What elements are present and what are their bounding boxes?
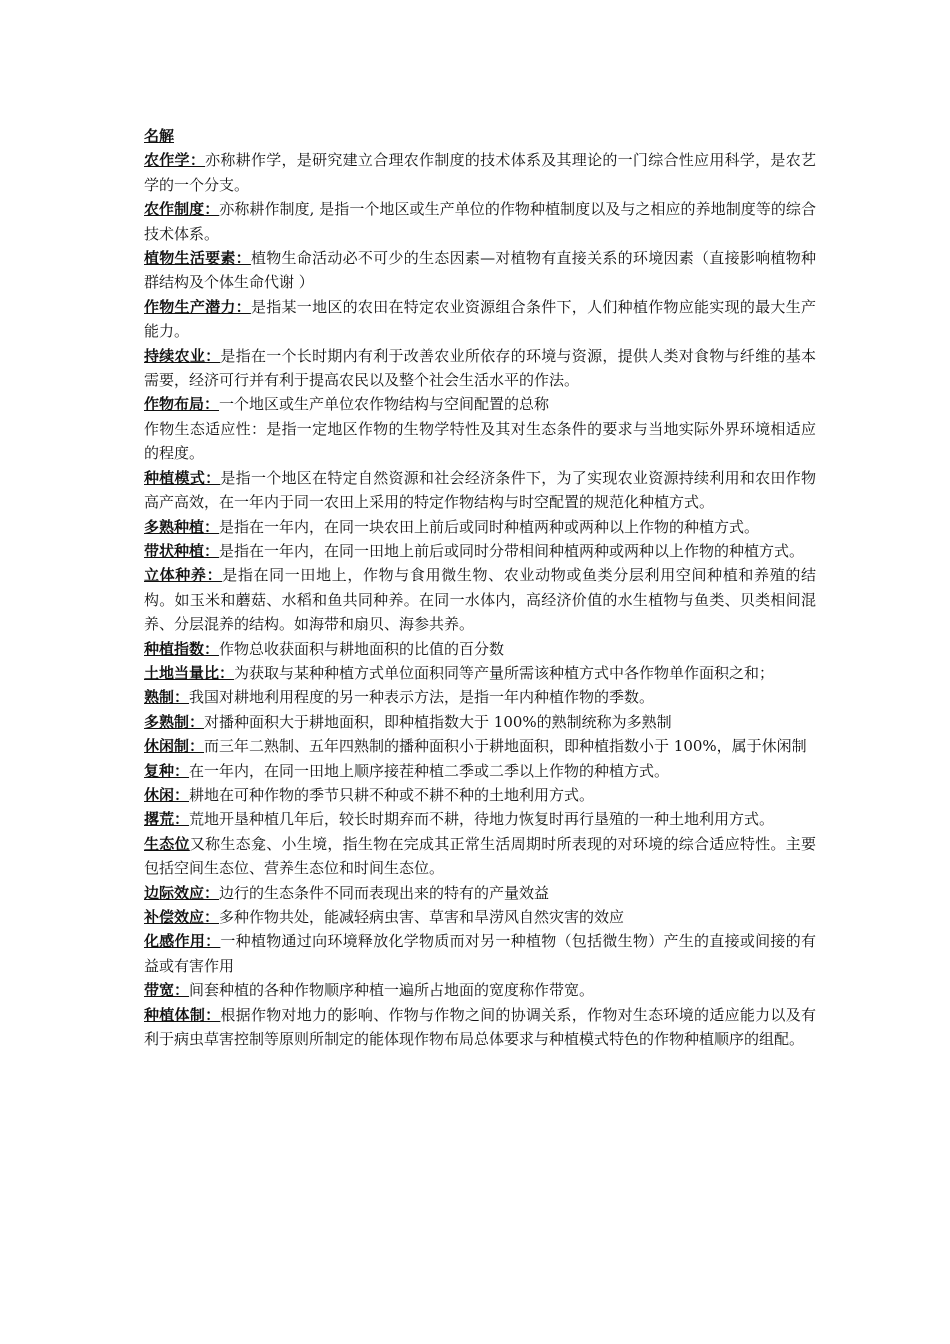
entry-term: 多熟种植： xyxy=(144,517,220,536)
entry-definition: 多种作物共处，能减轻病虫害、草害和旱涝风自然灾害的效应 xyxy=(219,908,625,926)
entry-definition: 植物生命活动必不可少的生态因素—对植物有直接关系的环境因素（直接影响植物种群结构及个体生命代谢 ） xyxy=(144,249,816,292)
entry-term: 种植模式： xyxy=(144,468,221,487)
entry-definition: 一种植物通过向环境释放化学物质而对另一种植物（包括微生物）产生的直接或间接的有益或有害作用 xyxy=(144,932,816,975)
glossary-entry-shuzhi xyxy=(144,685,816,709)
glossary-entry-zhongzhi-tizhi xyxy=(144,1003,816,1052)
section-heading: 名解 xyxy=(144,127,175,145)
entry-term: 化感作用： xyxy=(144,932,221,951)
glossary-entry-zuowu-buju xyxy=(144,392,816,416)
glossary-entry-xiuxianzhi xyxy=(144,734,816,758)
glossary-entry-zhiwu-shenghuo-yaosu xyxy=(144,246,816,295)
glossary-entry-xiuxian xyxy=(144,783,816,807)
glossary-entry-fuzhong xyxy=(144,759,816,783)
entry-definition: 一个地区或生产单位农作物结构与空间配置的总称 xyxy=(219,395,550,414)
entry-definition: 是指一个地区在特定自然资源和社会经济条件下，为了实现农业资源持续利用和农田作物高产高效，在一年内于同一农田上采用的特定作物结构与时空配置的规范化种植方式。 xyxy=(144,468,816,512)
entry-definition: 亦称耕作制度, 是指一个地区或生产单位的作物种植制度以及与之相应的养地制度等的综合技术体系。 xyxy=(144,200,816,243)
entry-definition: 亦称耕作学，是研究建立合理农作制度的技术体系及其理论的一门综合性应用科学，是农艺学的一个分支。 xyxy=(144,151,816,194)
entry-definition: 而三年二熟制、五年四熟制的播种面积小于耕地面积，即种植指数小于 100%，属于休闲制 xyxy=(204,737,807,756)
entry-term: 植物生活要素： xyxy=(144,249,251,268)
entry-definition: 边行的生态条件不同而表现出来的特有的产量效益 xyxy=(219,883,550,902)
entry-term: 休闲： xyxy=(144,785,190,804)
glossary-entry-huagan-zuoyong xyxy=(144,929,816,978)
glossary-entry-liaohuang xyxy=(144,807,816,831)
entry-term: 休闲制： xyxy=(144,737,205,756)
entry-definition: 根据作物对地力的影响、作物与作物之间的协调关系，作物对生态环境的适应能力以及有利于病虫草害控制等原则所制定的能体现作物布局总体要求与种植模式特色的作物种植顺序的组配。 xyxy=(144,1005,816,1049)
entry-term: 农作制度： xyxy=(144,200,220,219)
entry-term: 熟制： xyxy=(144,688,190,707)
entry-term: 边际效应： xyxy=(144,883,220,902)
glossary-entry-duoshu-zhongzhi xyxy=(144,515,816,539)
entry-term: 作物生产潜力： xyxy=(144,297,251,316)
entry-term: 种植体制： xyxy=(144,1005,221,1024)
entry-definition: 对播种面积大于耕地面积，即种植指数大于 100%的熟制统称为多熟制 xyxy=(204,712,672,731)
glossary-entry-daizhuang-zhongzhi xyxy=(144,539,816,563)
entry-term: 生态位 xyxy=(144,834,190,853)
entry-term: 土地当量比： xyxy=(144,663,235,682)
glossary-entry-zuowu-shengchan-qianli xyxy=(144,295,816,344)
glossary-entry-nongzuo-zhidu xyxy=(144,197,816,246)
entry-term: 立体种养： xyxy=(144,566,223,585)
entry-term: 持续农业： xyxy=(144,346,221,365)
glossary-entry-nongzuoxue xyxy=(144,148,816,197)
entry-definition: 是指在一年内，在同一块农田上前后或同时种植两种或两种以上作物的种植方式。 xyxy=(219,517,760,536)
entry-term: 撂荒： xyxy=(144,810,190,829)
entry-definition: 是指一定地区作物的生物学特性及其对生态条件的要求与当地实际外界环境相适应的程度。 xyxy=(144,419,816,463)
entry-term: 多熟制： xyxy=(144,712,205,731)
entry-term: 作物布局： xyxy=(144,395,220,414)
entry-term: 补偿效应： xyxy=(144,908,220,926)
glossary-entry-liti-zhongyang xyxy=(144,563,816,636)
entry-term: 复种： xyxy=(144,761,190,780)
glossary-entry-buchang-xiaoying xyxy=(144,905,816,929)
entry-term: 带状种植： xyxy=(144,541,220,560)
entry-definition: 是指某一地区的农田在特定农业资源组合条件下，人们种植作物应能实现的最大生产能力。 xyxy=(144,297,816,341)
entry-definition: 作物总收获面积与耕地面积的比值的百分数 xyxy=(219,639,505,658)
glossary-entry-zuowu-shengtai-shiyingxing xyxy=(144,417,816,466)
entry-term: 种植指数： xyxy=(144,639,220,658)
glossary-entry-tudi-dangliangbi xyxy=(144,661,816,685)
entry-definition: 荒地开垦种植几年后，较长时期弃而不耕，待地力恢复时再行垦殖的一种土地利用方式。 xyxy=(189,810,775,829)
entry-definition: 为获取与某种种植方式单位面积同等产量所需该种植方式中各作物单作面积之和； xyxy=(234,663,775,682)
entry-definition: 又称生态龛、小生境，指生物在完成其正常生活周期时所表现的对环境的综合适应特性。主要包括空间生态位、营养生态位和时间生态位。 xyxy=(144,834,816,878)
glossary-entry-bianji-xiaoying xyxy=(144,881,816,905)
entry-term: 农作学： xyxy=(144,151,206,170)
entry-definition: 耕地在可种作物的季节只耕不种或不耕不种的土地利用方式。 xyxy=(189,785,595,804)
entry-definition: 在一年内，在同一田地上顺序接茬种植二季或二季以上作物的种植方式。 xyxy=(189,761,670,780)
entry-definition: 我国对耕地利用程度的另一种表示方法，是指一年内种植作物的季数。 xyxy=(189,688,655,707)
entry-term: 带宽： xyxy=(144,981,190,1000)
document-page xyxy=(144,124,816,1051)
glossary-entry-zhongzhi-moshi xyxy=(144,466,816,515)
glossary-entry-shengtaiwei xyxy=(144,832,816,881)
entry-definition: 是指在一年内，在同一田地上前后或同时分带相间种植两种或两种以上作物的种植方式。 xyxy=(219,541,805,560)
entry-definition: 间套种植的各种作物顺序种植一遍所占地面的宽度称作带宽。 xyxy=(189,981,595,1000)
entry-term: 作物生态适应性： xyxy=(144,419,267,438)
glossary-entry-zhongzhi-zhishu xyxy=(144,637,816,661)
glossary-entry-daikuan xyxy=(144,978,816,1002)
glossary-entry-chixu-nongye xyxy=(144,344,816,393)
entry-definition: 是指在一个长时期内有利于改善农业所依存的环境与资源，提供人类对食物与纤维的基本需要，经济可行并有利于提高农民以及整个社会生活水平的作法。 xyxy=(144,346,816,390)
glossary-entry-duoshuzhi xyxy=(144,710,816,734)
entry-definition: 是指在同一田地上，作物与食用微生物、农业动物或鱼类分层利用空间种植和养殖的结构。如玉米和蘑菇、水稻和鱼共同种养。在同一水体内，高经济价值的水生植物与鱼类、贝类相间混养、分层混养的结构。如海带和扇贝、海参共养。 xyxy=(144,566,816,634)
